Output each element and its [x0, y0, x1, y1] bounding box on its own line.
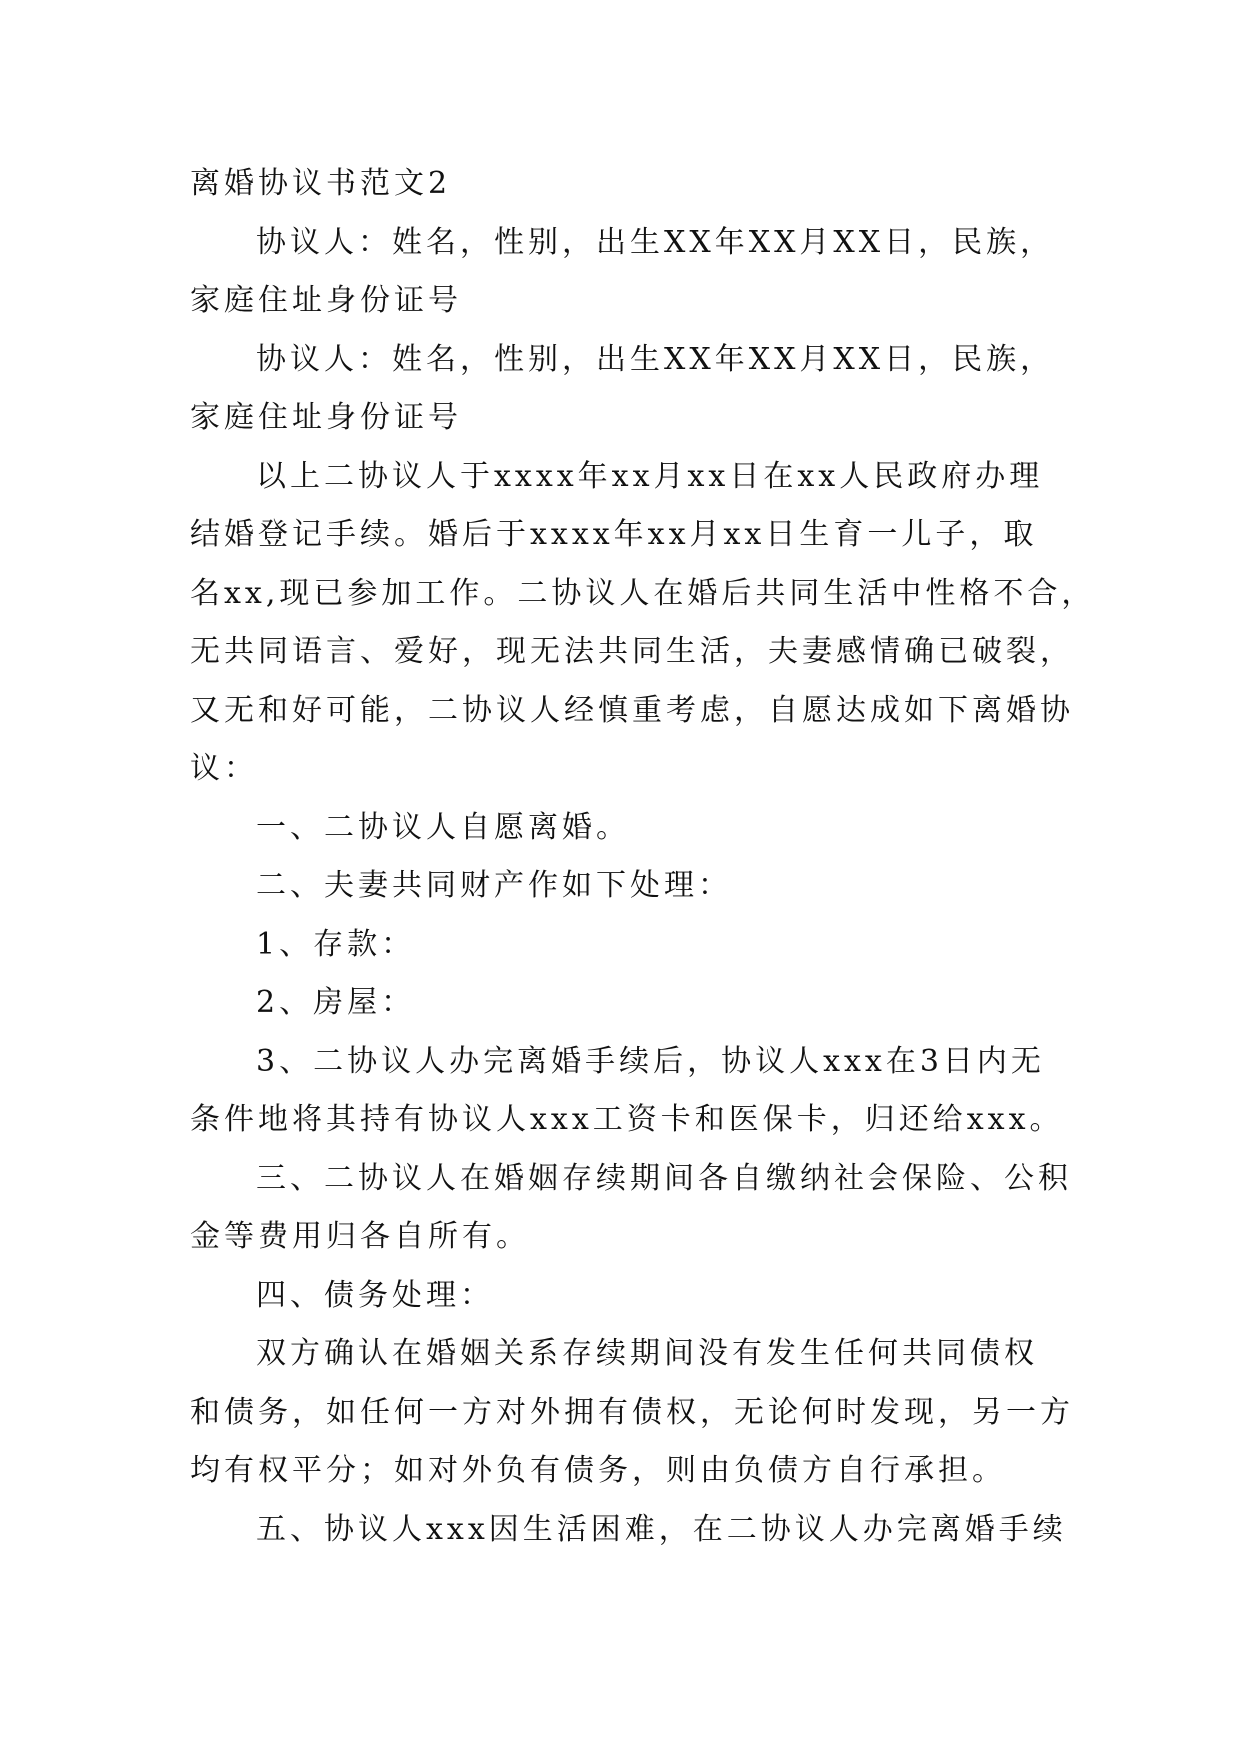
preamble-line-3: 名xx,现已参加工作。二协议人在婚后共同生活中性格不合， — [190, 575, 1096, 611]
preamble-line-6: 议： — [190, 751, 258, 786]
clause-3-line-2: 金等费用归各自所有。 — [190, 1219, 530, 1254]
clause-2-item-3-line-2: 条件地将其持有协议人xxx工资卡和医保卡，归还给xxx。 — [190, 1102, 1064, 1137]
clause-4-body-line-2: 和债务，如任何一方对外拥有债权，无论何时发现，另一方 — [190, 1394, 1074, 1430]
preamble-line-1: 以上二协议人于xxxx年xx月xx日在xx人民政府办理 — [256, 458, 1044, 494]
party-2-line-2: 家庭住址身份证号 — [190, 400, 462, 435]
clause-2-item-1: 1、存款： — [256, 926, 416, 962]
clause-2-item-2: 2、房屋： — [256, 985, 416, 1020]
clause-2-item-3-line-1: 3、二协议人办完离婚手续后，协议人xxx在3日内无 — [256, 1043, 1045, 1079]
clause-3-line-1: 三、二协议人在婚姻存续期间各自缴纳社会保险、公积 — [256, 1160, 1072, 1196]
clause-2-heading: 二、夫妻共同财产作如下处理： — [256, 868, 732, 903]
document-page — [190, 155, 1096, 1559]
party-1-line-1: 协议人：姓名，性别，出生XX年XX月XX日，民族， — [256, 224, 1055, 260]
party-2-line-1: 协议人：姓名，性别，出生XX年XX月XX日，民族， — [256, 341, 1055, 377]
preamble-line-4: 无共同语言、爱好，现无法共同生活，夫妻感情确已破裂， — [190, 634, 1074, 669]
document-title: 离婚协议书范文2 — [190, 166, 452, 201]
clause-5-line-1: 五、协议人xxx因生活困难，在二协议人办完离婚手续 — [256, 1511, 1067, 1547]
clause-4-heading: 四、债务处理： — [256, 1277, 494, 1313]
clause-1: 一、二协议人自愿离婚。 — [256, 809, 630, 845]
clause-4-body-line-1: 双方确认在婚姻关系存续期间没有发生任何共同债权 — [256, 1336, 1038, 1371]
preamble-line-2: 结婚登记手续。婚后于xxxx年xx月xx日生育一儿子，取 — [190, 517, 1038, 552]
party-1-line-2: 家庭住址身份证号 — [190, 283, 462, 318]
preamble-line-5: 又无和好可能，二协议人经慎重考虑，自愿达成如下离婚协 — [190, 692, 1074, 728]
clause-4-body-line-3: 均有权平分；如对外负有债务，则由负债方自行承担。 — [190, 1453, 1006, 1488]
